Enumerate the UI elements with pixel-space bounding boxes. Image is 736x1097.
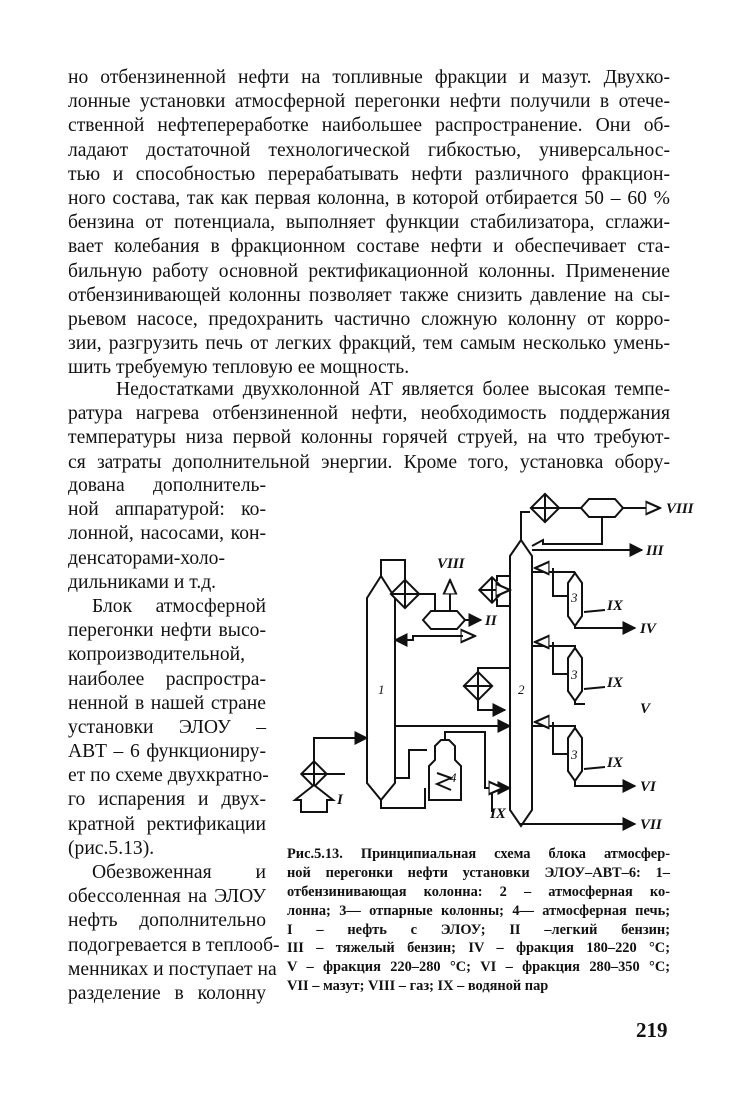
text-line: денсаторами-холо- [68, 547, 225, 569]
text-line: ся затраты дополнительной энергии. Кроме того, установка обору- [68, 451, 670, 473]
text-line: но отбензиненной нефти на топливные фракции и мазут. Двухко- [68, 67, 670, 88]
text-line: Недостатками двухколонной АТ является более высокая темпе- [116, 379, 670, 400]
body-paragraph-second [68, 378, 670, 475]
label-stream-IX-1: IX [607, 598, 623, 614]
text-line: ного состава, так как первая колонна, в которой отбирается 50 – 60 % [68, 187, 670, 209]
body-paragraph-top [68, 66, 670, 380]
text-line: температуры низа первой колонны горячей струей, на что требуют- [68, 427, 670, 449]
text-line: ет по схеме двухкратно- [68, 765, 269, 787]
caption-line: Рис.5.13. Принципиальная схема блока атмосфер- [287, 846, 670, 862]
text-line: лонной, насосами, кон- [68, 523, 266, 545]
process-flow-diagram [285, 488, 694, 836]
label-stream-IV: IV [640, 621, 656, 637]
label-column-2: 2 [518, 682, 525, 697]
text-line: установки ЭЛОУ – [68, 716, 266, 738]
figure-caption [287, 845, 670, 996]
label-column-1: 1 [378, 682, 385, 697]
text-line: зии, разгрузить печь от легких фракций, тем самым несколько умень- [68, 333, 670, 355]
text-line: ладают достаточной технологической гибкостью, универсальнос- [68, 139, 670, 161]
text-line: (рис.5.13). [68, 837, 155, 859]
label-stripper-3: 3 [571, 747, 578, 762]
label-stream-IX-3: IX [607, 755, 623, 771]
label-stream-I: I [337, 792, 343, 808]
label-stream-IX-4: IX [490, 806, 506, 822]
text-line: нефть дополнительно [68, 910, 266, 932]
label-stream-VIII-col2: VIII [666, 501, 694, 517]
label-stream-V: V [640, 701, 651, 717]
caption-line: лонна; 3— отпарные колонны; 4— атмосферная печь; [287, 902, 670, 919]
pumparound-cooler [464, 672, 492, 700]
page-number: 219 [636, 1018, 668, 1042]
text-line: перегонки нефти высо- [68, 620, 266, 642]
label-stream-VI: VI [640, 779, 656, 795]
text-line: Блок атмосферной [92, 595, 266, 617]
text-line: отбензинивающей колонны позволяет также снизить давление на сы- [68, 284, 670, 306]
label-furnace: 4 [450, 770, 457, 785]
text-line: ратура нагрева отбензиненной нефти, необходимость поддержания [68, 403, 670, 425]
caption-line: ной перегонки нефти установки ЭЛОУ–АВТ–6: 1– [287, 864, 670, 881]
caption-line: III – тяжелый бензин; IV – фракция 180–220 °С; [287, 940, 670, 957]
text-line: кратной ректификации [68, 813, 266, 835]
text-line: АВТ – 6 функциониру- [68, 741, 266, 763]
text-line: менниках и поступает на [68, 958, 277, 980]
label-stream-VIII-col1: VIII [437, 556, 465, 572]
label-stripper-1: 3 [571, 590, 578, 605]
text-line: разделение в колонну [68, 982, 266, 1004]
text-line: бильную работу основной ректификационной колонны. Применение [68, 260, 670, 282]
label-stream-VII: VII [640, 817, 662, 833]
text-line: рьевом насосе, предохранить частично сложную колонну от корро- [68, 308, 670, 330]
reflux-drum-col1 [423, 611, 465, 629]
feed-inlet-arrow [295, 785, 333, 812]
caption-line: VII – мазут; VIII – газ; IX – водяной пар [287, 978, 549, 995]
text-line: го испарения и двух- [68, 789, 266, 811]
text-line: подогревается в теплооб- [68, 934, 280, 956]
reflux-drum-top [581, 499, 623, 517]
text-line: ственной нефтепереработке наибольшее распространение. Они об- [68, 115, 670, 137]
text-line: шить требуемую тепловую ее мощность. [68, 357, 410, 379]
text-line: ной аппаратурой: ко- [68, 499, 266, 521]
text-line: обессоленная на ЭЛОУ [68, 886, 266, 908]
caption-line: V – фракция 220–280 °С; VI – фракция 280–350 °С; [287, 959, 670, 976]
label-stream-III: III [646, 543, 664, 559]
text-line: дильниками и т.д. [68, 571, 217, 593]
text-line: Обезвоженная и [92, 862, 266, 883]
feed-heat-exchanger [301, 761, 327, 787]
text-line: ненной в нашей стране [68, 692, 266, 714]
text-line: бензина от потенциала, выполняет функции стабилизатора, сглажи- [68, 212, 670, 234]
condenser-top [531, 494, 559, 522]
label-stripper-2: 3 [571, 667, 578, 682]
label-stream-IX-2: IX [607, 675, 623, 691]
text-line: тью и способностью перерабатывать нефти различного фракцион- [68, 163, 670, 185]
text-line: лонные установки атмосферной перегонки нефти получили в отече- [68, 91, 670, 113]
caption-line: I – нефть с ЭЛОУ; II –легкий бензин; [287, 921, 670, 938]
text-line: копроизводительной, [68, 644, 246, 666]
text-line: дована дополнитель- [68, 475, 266, 496]
label-stream-II: II [485, 613, 497, 629]
text-line: наиболее распростра- [68, 668, 266, 690]
body-column-left [68, 474, 280, 1006]
caption-line: отбензинивающая колонна: 2 – атмосферная ко- [287, 883, 670, 900]
text-line: вает колебания в фракционном составе нефти и обеспечивает ста- [68, 236, 670, 258]
